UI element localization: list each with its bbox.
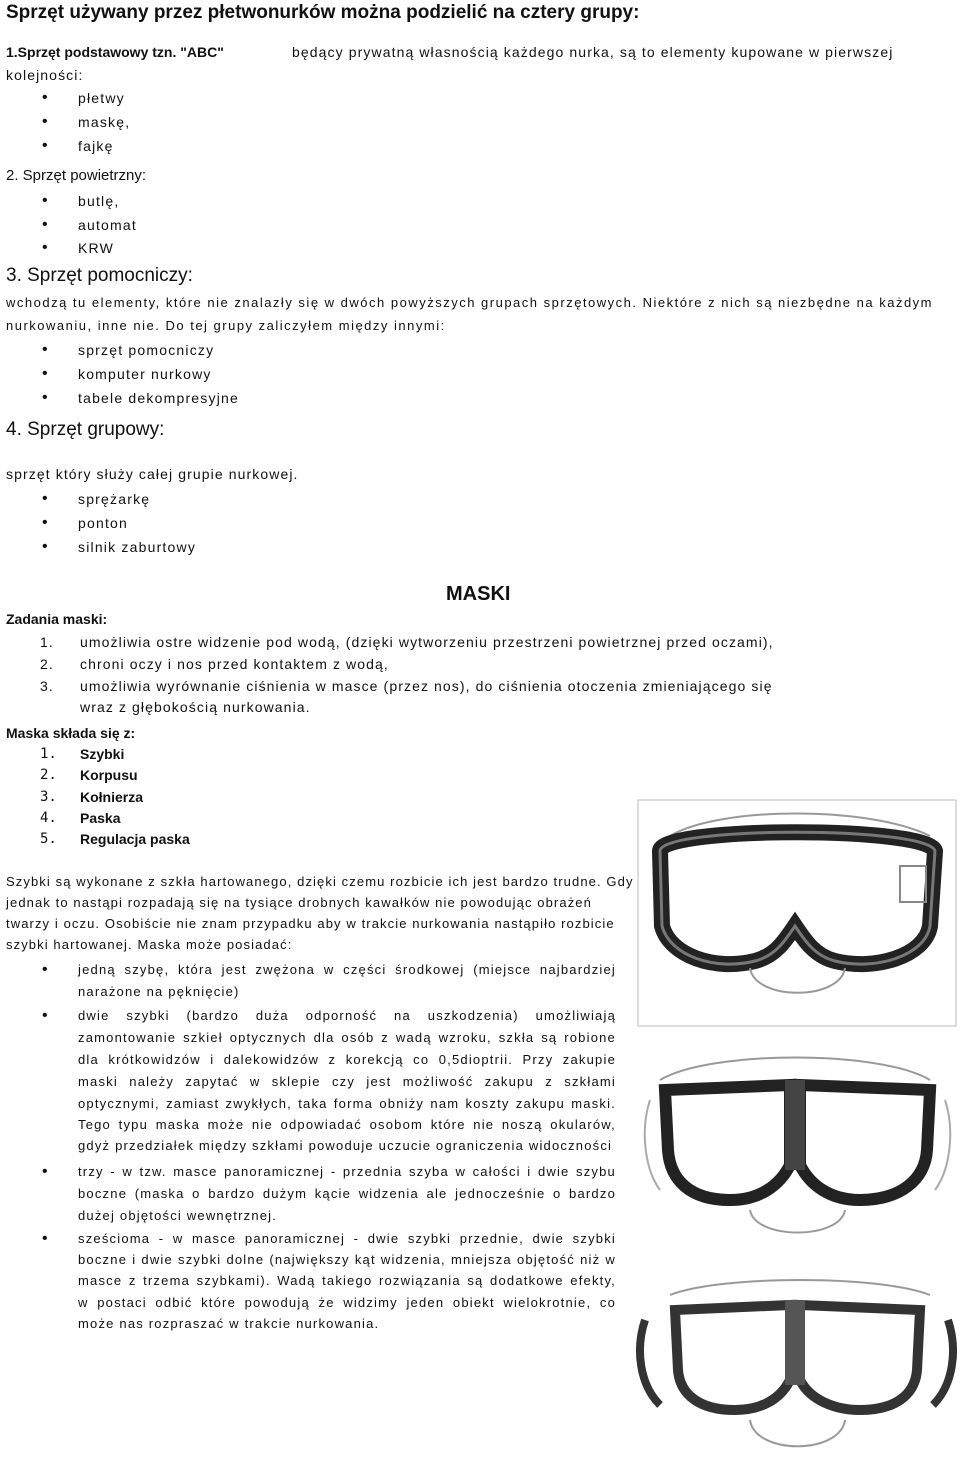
szybki-line-1: Szybki są wykonane z szkła hartowanego, dzięki czemu rozbicie ich jest bardzo trudne. Gdy [6,874,634,889]
panoramic-mask-image [630,1270,960,1465]
task-text-cont: wraz z głębokością nurkowania. [80,699,311,715]
type-2-line: zamontowanie szkieł optycznych dla osób z wadą wzroku, szkła są robione [78,1030,616,1045]
part-name: Paska [80,810,121,826]
type-3-line: boczne (maska o bardzo dużym kącie widzenia ale jednocześnie o bardzo [78,1186,616,1201]
list-item: płetwy [78,90,125,106]
type-4-line: w postaci odbić które powodują że widzimy jeden obiekt wielokrotnie, co [78,1295,616,1310]
type-2-line: dla krótkowidzów i dalekowidzów z korekcją co 0,5dioptrii. Przy zakupie [78,1052,616,1067]
bullet: • [42,514,48,531]
list-item: tabele dekompresyjne [78,390,239,406]
szybki-line-2: jednak to nastąpi rozpadają się na tysiące drobnych kawałków nie powodując obrażeń [6,895,592,910]
part-name: Korpusu [80,767,138,783]
part-number: 1. [40,746,57,762]
part-name: Regulacja paska [80,831,190,847]
type-4-line: boczne i dwie szybki dolne (największy kąt widzenia, mniejsza objętość niż w [78,1252,616,1267]
part-name: Szybki [80,746,125,762]
bullet: • [42,1007,48,1024]
list-item: sprężarkę [78,491,151,507]
list-item: butlę, [78,193,120,209]
bullet: • [42,365,48,382]
bullet: • [42,113,48,130]
section-3-heading: 3. Sprzęt pomocniczy: [6,265,193,286]
list-item: ponton [78,515,129,531]
part-number: 5. [40,831,57,847]
task-text: chroni oczy i nos przed kontaktem z wodą, [80,656,389,672]
type-1-line: narażone na pęknięcie) [78,984,240,999]
szybki-line-3: twarzy i oczu. Osobiście nie znam przypadku aby w trakcie nurkowania nastąpiło rozbicie [6,916,615,931]
task-text: umożliwia ostre widzenie pod wodą, (dzięki wytworzeniu przestrzeni powietrznej przed oczami), [80,634,774,650]
type-4-line: może nas rozpraszać w trakcie nurkowania. [78,1316,380,1331]
single-lens-mask-image [630,796,960,1030]
type-4-line: sześcioma - w masce panoramicznej - dwie szybki przednie, dwie szybki [78,1231,616,1246]
bullet: • [42,490,48,507]
part-number: 4. [40,810,57,826]
bullet: • [42,341,48,358]
task-number: 2. [40,656,54,672]
maski-title: MASKI [446,583,511,605]
section-4-line-1: sprzęt który służy całej grupie nurkowej. [6,466,299,482]
section-4-heading: 4. Sprzęt grupowy: [6,419,165,440]
part-number: 2. [40,767,57,783]
part-name: Kołnierza [80,789,144,805]
type-2-line: maski należy zapytać w sklepie czy jest możliwość zakupu z szkłami [78,1074,616,1089]
list-item: automat [78,217,137,233]
section-1-heading: 1.Sprzęt podstawowy tzn. "ABC" [6,44,224,60]
type-4-line: masce z trzema szybkami). Wadą takiego rozwiązania są dodatkowe efekty, [78,1273,616,1288]
tasks-heading: Zadania maski: [6,611,108,627]
task-text: umożliwia wyrównanie ciśnienia w masce (przez nos), do ciśnienia otoczenia zmieniającego się [80,678,773,694]
bullet: • [42,389,48,406]
type-2-line: dwie szybki (bardzo duża odporność na uszkodzenia) umożliwiają [78,1008,616,1023]
task-number: 3. [40,678,54,694]
type-1-line: jedną szybę, która jest zwężona w części środkowej (miejsce najbardziej [78,962,616,977]
list-item: sprzęt pomocniczy [78,342,215,358]
two-lens-mask-image [630,1040,960,1260]
parts-heading: Maska składa się z: [6,725,136,741]
bullet: • [42,1230,48,1247]
bullet: • [42,239,48,256]
part-number: 3. [40,789,57,805]
type-2-line: Tego typu maska może nie odpowiadać osobom które nie noszą okularów, [78,1117,616,1132]
bullet: • [42,89,48,106]
list-item: silnik zaburtowy [78,539,197,555]
task-number: 1. [40,634,54,650]
section-3-line-1: wchodzą tu elementy, które nie znalazły się w dwóch powyższych grupach sprzętowych. Niektóre z nich są niezbędne na każdym [6,295,934,310]
list-item: maskę, [78,114,131,130]
bullet: • [42,538,48,555]
type-2-line: optycznymi, zamiast zwykłych, taka forma obniży nam koszty zakupu maski. [78,1096,616,1111]
type-2-line: gdyż przedziałek między szkłami powoduje uczucie ograniczenia widoczności [78,1138,613,1153]
list-item: fajkę [78,138,114,154]
section-3-line-2: nurkowaniu, inne nie. Do tej grupy zaliczyłem między innymi: [6,318,446,333]
bullet: • [42,961,48,978]
szybki-line-4: szybki hartowanej. Maska może posiadać: [6,937,293,952]
bullet: • [42,192,48,209]
section-1-text-cont: kolejności: [6,67,84,83]
type-3-line: dużej objętości wewnętrznej. [78,1208,278,1223]
page-title: Sprzęt używany przez płetwonurków można podzielić na cztery grupy: [6,2,640,23]
bullet: • [42,216,48,233]
type-3-line: trzy - w tzw. masce panoramicznej - przednia szyba w całości i dwie szybu [78,1164,616,1179]
bullet: • [42,137,48,154]
section-1-text: będący prywatną własnością każdego nurka, są to elementy kupowane w pierwszej [292,44,894,60]
list-item: KRW [78,240,115,256]
list-item: komputer nurkowy [78,366,212,382]
bullet: • [42,1163,48,1180]
section-2-heading: 2. Sprzęt powietrzny: [6,167,147,184]
